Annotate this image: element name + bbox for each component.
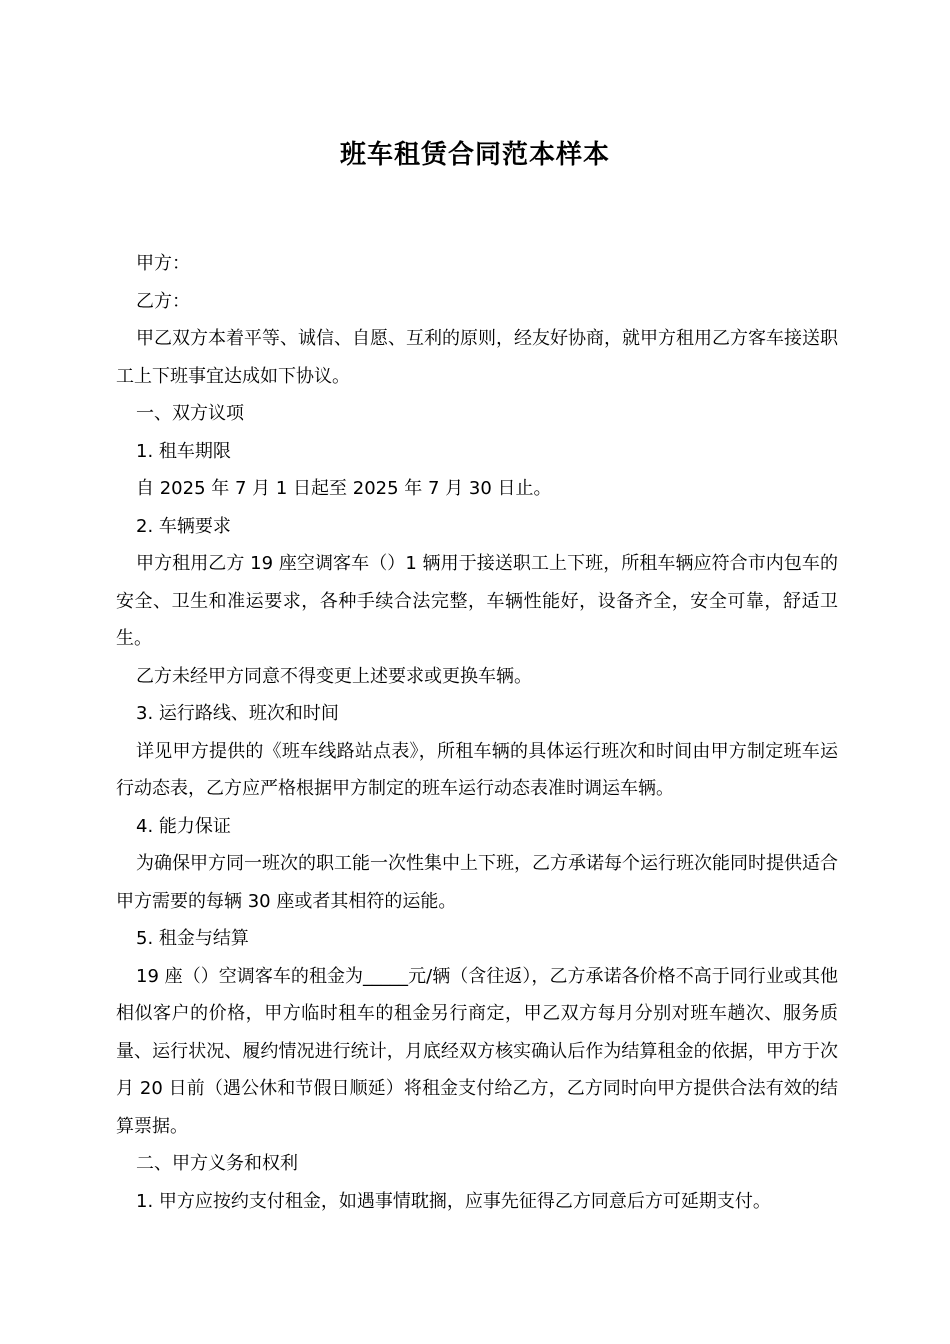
clause-paragraph: 详见甲方提供的《班车线路站点表》，所租车辆的具体运行班次和时间由甲方制定班车运行动态表，乙方应严格根据甲方制定的班车运行动态表准时调运车辆。: [116, 740, 838, 799]
clause-heading: 3. 运行路线、班次和时间: [136, 703, 339, 724]
document-title: 班车租赁合同范本样本: [339, 140, 610, 170]
document-body: [116, 245, 838, 1220]
clause-paragraph: 甲方租用乙方 19 座空调客车（）1 辆用于接送职工上下班，所租车辆应符合市内包车的安全、卫生和准运要求，各种手续合法完整，车辆性能好，设备齐全，安全可靠，舒适卫生。: [116, 553, 838, 649]
clause-heading: 4. 能力保证: [136, 815, 231, 837]
preamble-paragraph: 甲乙双方本着平等、诚信、自愿、互利的原则，经友好协商，就甲方租用乙方客车接送职工上下班事宜达成如下协议。: [116, 328, 838, 387]
section-heading: 二、甲方义务和权利: [136, 1153, 298, 1174]
clause-paragraph: 自 2025 年 7 月 1 日起至 2025 年 7 月 30 日止。: [136, 478, 552, 499]
clause-heading: 2. 车辆要求: [136, 515, 231, 537]
clause-heading: 1. 租车期限: [136, 440, 231, 462]
clause-paragraph: 19 座（）空调客车的租金为_____元/辆（含往返），乙方承诺各价格不高于同行业或其他相似客户的价格，甲方临时租车的租金另行商定，甲乙双方每月分别对班车趟次、服务质量、运行状况、履约情况进行统计，月底经双方核实确认后作为结算租金的依据，甲方于次月 20 日前（遇公休和节假日顺延）将租金支付给乙方，乙方同时向甲方提供合法有效的结算票据。: [116, 965, 838, 1137]
clause-paragraph: 1. 甲方应按约支付租金，如遇事情耽搁，应事先征得乙方同意后方可延期支付。: [136, 1190, 771, 1212]
clause-paragraph: 乙方未经甲方同意不得变更上述要求或更换车辆。: [136, 665, 532, 687]
section-heading: 一、双方议项: [136, 403, 244, 424]
party-b-line: 乙方：: [136, 290, 190, 312]
clause-heading: 5. 租金与结算: [136, 928, 249, 949]
party-a-line: 甲方：: [136, 253, 190, 274]
clause-paragraph: 为确保甲方同一班次的职工能一次性集中上下班，乙方承诺每个运行班次能同时提供适合甲方需要的每辆 30 座或者其相符的运能。: [116, 853, 838, 912]
